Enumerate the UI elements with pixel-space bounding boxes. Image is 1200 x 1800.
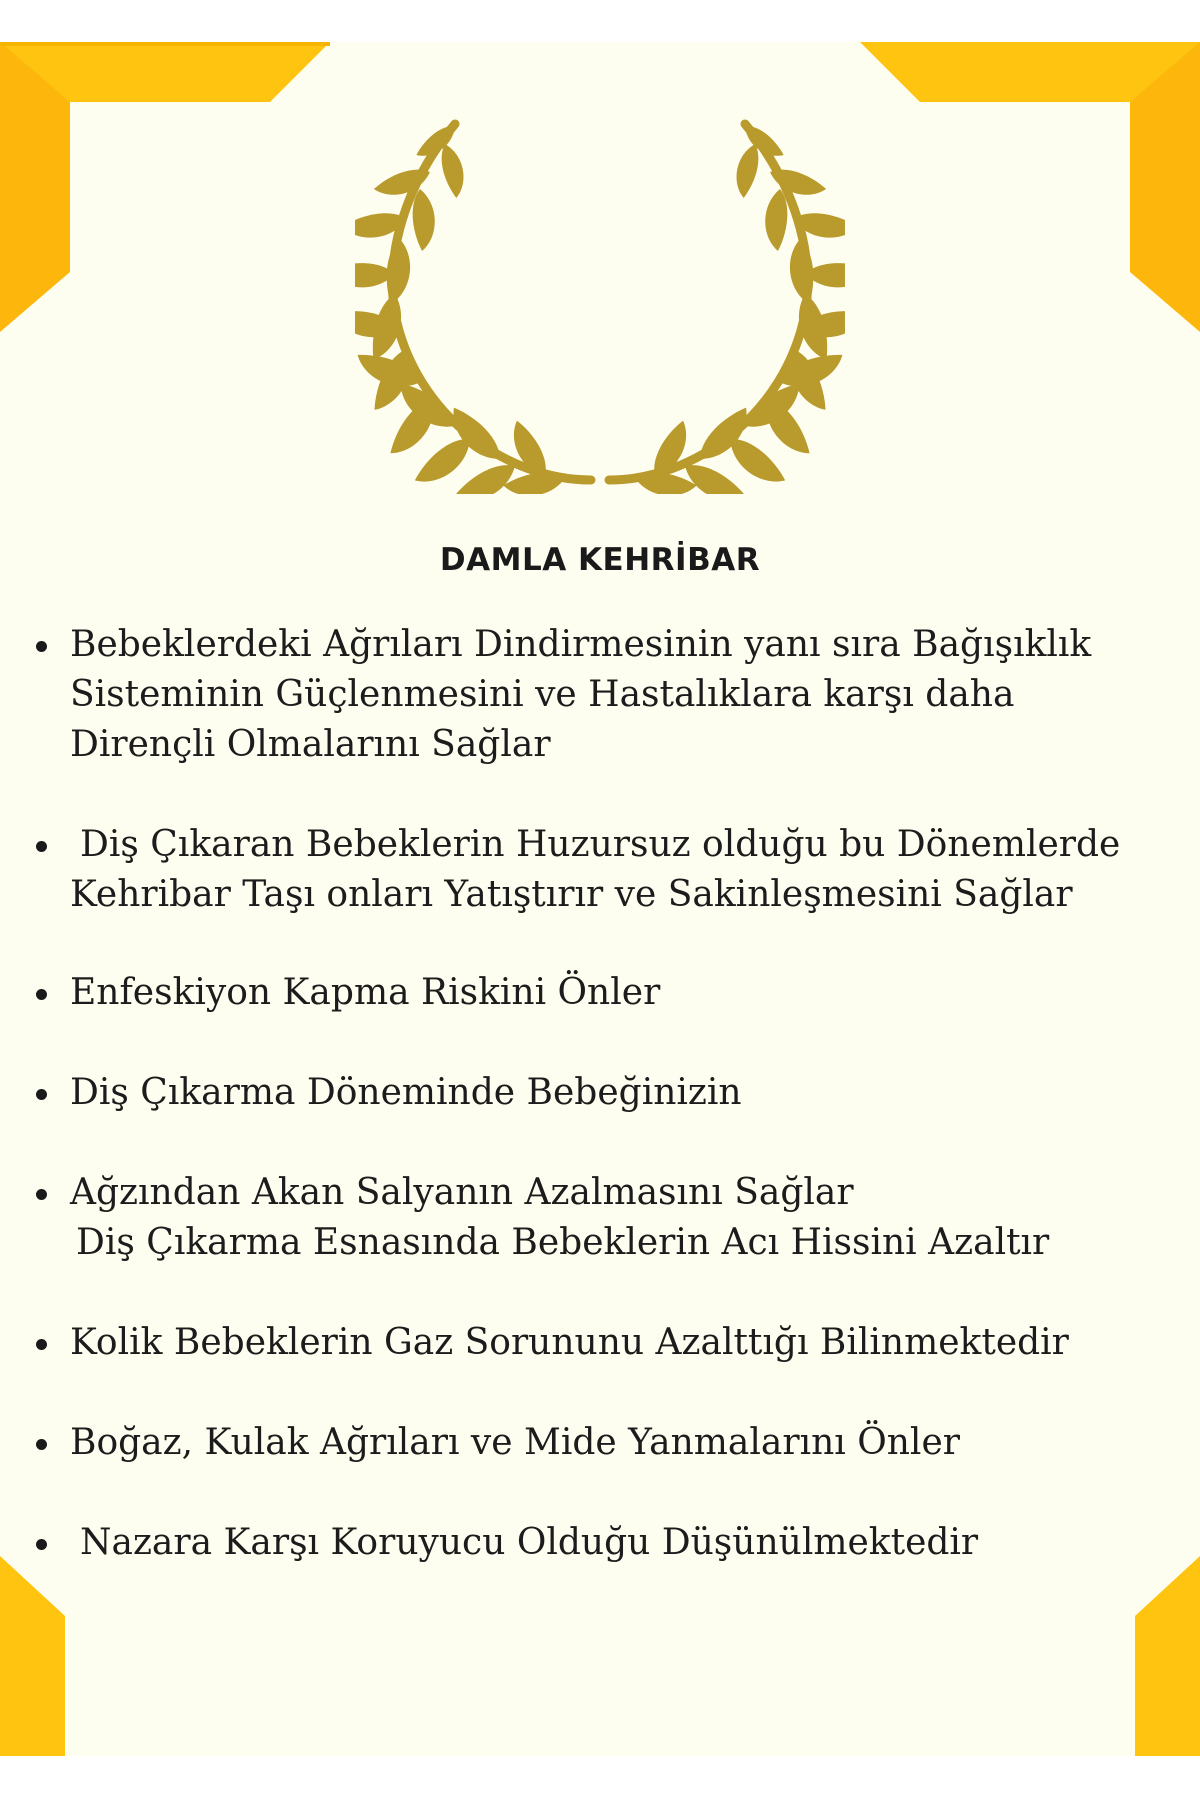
page-title: DAMLA KEHRİBAR — [439, 542, 761, 578]
bullet-icon — [36, 841, 47, 852]
top-right-corner-ornament — [860, 42, 1200, 332]
info-card — [0, 42, 1200, 1756]
feature-line: Nazara Karşı Koruyucu Olduğu Düşünülmektedir — [80, 1522, 979, 1563]
laurel-wreath-icon — [355, 114, 845, 494]
feature-line: Diş Çıkarma Esnasında Bebeklerin Acı Hissini Azaltır — [76, 1222, 1050, 1263]
feature-line: Enfeskiyon Kapma Riskini Önler — [70, 972, 661, 1013]
bullet-icon — [36, 1089, 47, 1100]
feature-line: Ağzından Akan Salyanın Azalmasını Sağlar — [70, 1172, 854, 1213]
bullet-icon — [36, 989, 47, 1000]
feature-line: Diş Çıkarma Döneminde Bebeğinizin — [70, 1072, 742, 1113]
feature-line: Bebeklerdeki Ağrıları Dindirmesinin yanı sıra Bağışıklık — [70, 624, 1092, 665]
bottom-right-corner-ornament — [1110, 1556, 1200, 1756]
bullet-icon — [36, 1539, 47, 1550]
bullet-icon — [36, 641, 47, 652]
feature-line: Kehribar Taşı onları Yatıştırır ve Sakinleşmesini Sağlar — [70, 874, 1073, 915]
bottom-left-corner-ornament — [0, 1556, 90, 1756]
bullet-icon — [36, 1189, 47, 1200]
feature-line: Dirençli Olmalarını Sağlar — [70, 724, 551, 765]
feature-line: Boğaz, Kulak Ağrıları ve Mide Yanmalarını Önler — [70, 1422, 960, 1463]
feature-line: Kolik Bebeklerin Gaz Sorununu Azalttığı Bilinmektedir — [70, 1322, 1069, 1363]
bullet-icon — [36, 1439, 47, 1450]
feature-line: Diş Çıkaran Bebeklerin Huzursuz olduğu bu Dönemlerde — [80, 824, 1121, 865]
feature-line: Sisteminin Güçlenmesini ve Hastalıklara karşı daha — [70, 674, 1015, 715]
top-left-corner-ornament — [0, 42, 330, 332]
bullet-icon — [36, 1339, 47, 1350]
